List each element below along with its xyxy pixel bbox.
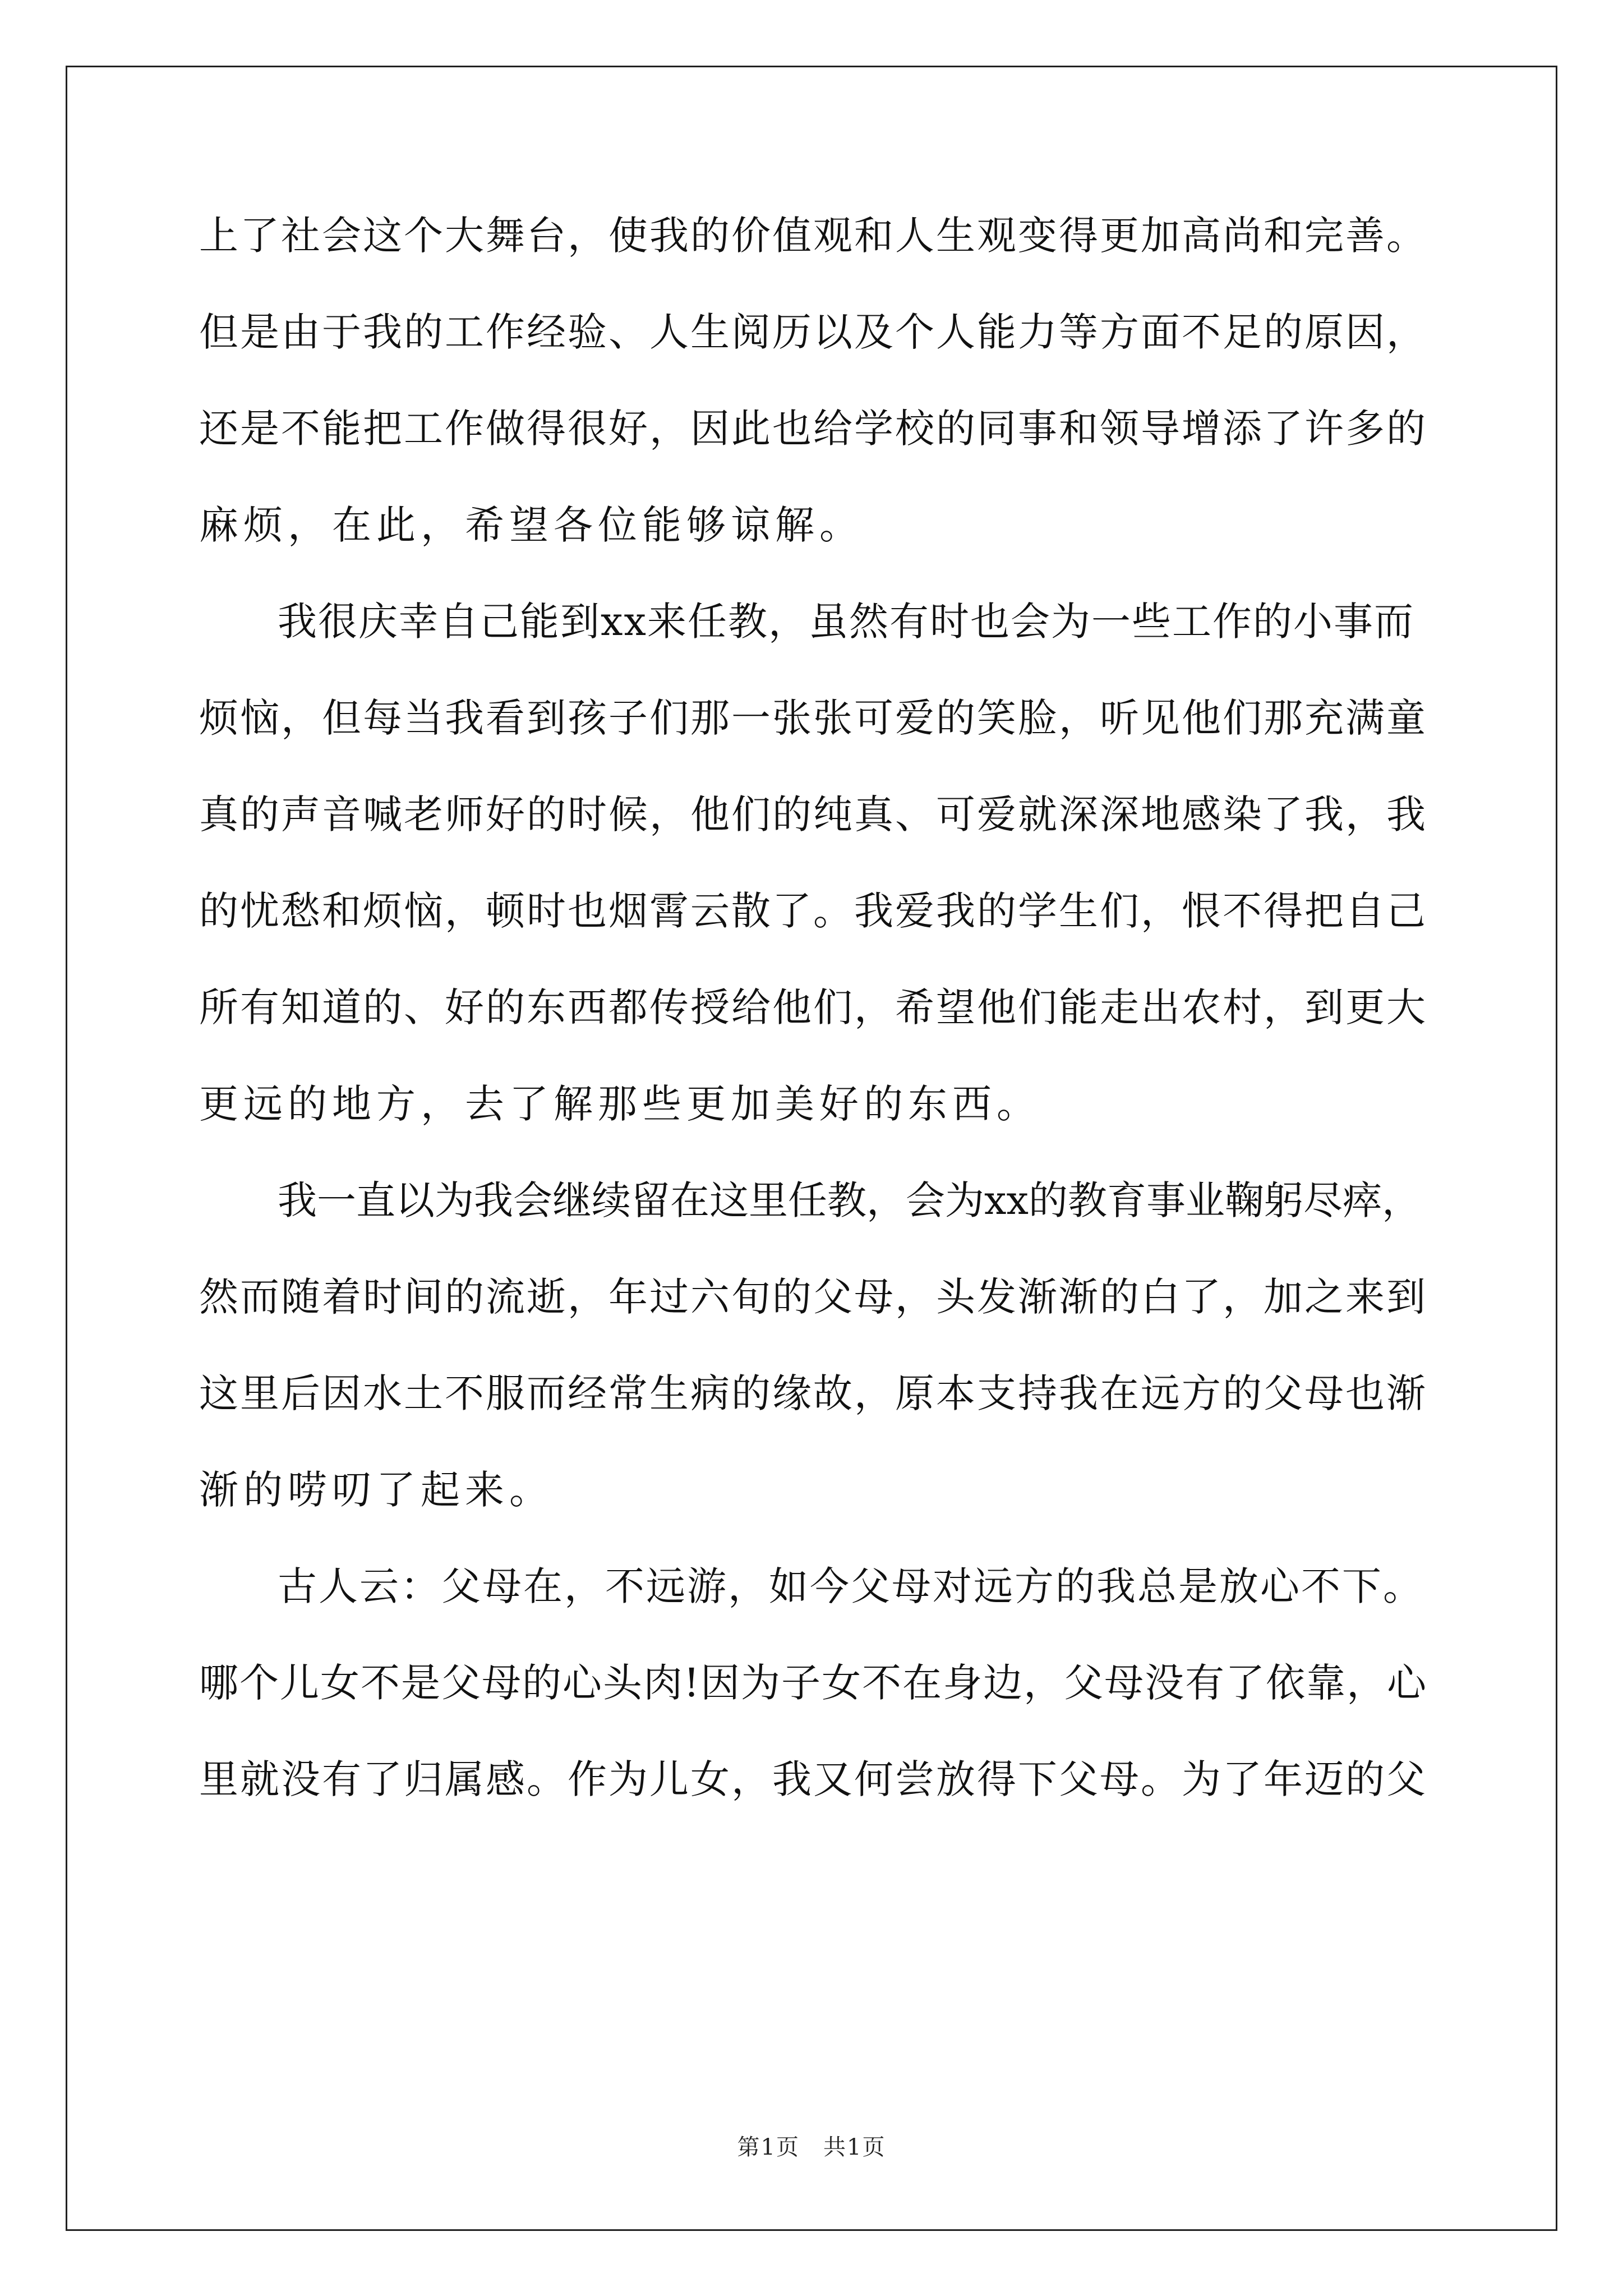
text-line: 麻烦，在此，希望各位能够谅解。 xyxy=(199,502,864,548)
text-line: 渐的唠叨了起来。 xyxy=(199,1467,554,1513)
text-line: 的忧愁和烦恼，顿时也烟霄云散了。我爱我的学生们，恨不得把自己 xyxy=(199,888,1427,934)
text-line: 里就没有了归属感。作为儿女，我又何尝放得下父母。为了年迈的父 xyxy=(199,1756,1427,1802)
text-line: 烦恼，但每当我看到孩子们那一张张可爱的笑脸，听见他们那充满童 xyxy=(199,695,1427,741)
page-number-footer: 第1页 共1页 xyxy=(737,2134,886,2160)
text-line: 还是不能把工作做得很好，因此也给学校的同事和领导增添了许多的 xyxy=(199,406,1427,452)
text-line: 哪个儿女不是父母的心头肉!因为子女不在身边，父母没有了依靠，心 xyxy=(199,1660,1428,1706)
text-line: 所有知道的、好的东西都传授给他们，希望他们能走出农村，到更大 xyxy=(199,984,1427,1030)
text-line: 更远的地方，去了解那些更加美好的东西。 xyxy=(199,1081,1041,1127)
paragraph-first-line: 我很庆幸自己能到xx来任教，虽然有时也会为一些工作的小事而 xyxy=(278,599,1414,645)
page-border xyxy=(66,66,1557,2231)
text-line: 但是由于我的工作经验、人生阅历以及个人能力等方面不足的原因， xyxy=(199,309,1427,355)
text-line: 然而随着时间的流逝，年过六旬的父母，头发渐渐的白了，加之来到 xyxy=(199,1274,1427,1320)
text-line: 这里后因水土不服而经常生病的缘故，原本支持我在远方的父母也渐 xyxy=(199,1370,1427,1416)
paragraph-first-line: 我一直以为我会继续留在这里任教，会为xx的教育事业鞠躬尽瘁， xyxy=(278,1177,1421,1223)
paragraph-first-line: 古人云：父母在，不远游，如今父母对远方的我总是放心不下。 xyxy=(278,1563,1424,1609)
text-line: 真的声音喊老师好的时候，他们的纯真、可爱就深深地感染了我，我 xyxy=(199,792,1427,838)
text-line: 上了社会这个大舞台，使我的价值观和人生观变得更加高尚和完善。 xyxy=(199,213,1427,259)
